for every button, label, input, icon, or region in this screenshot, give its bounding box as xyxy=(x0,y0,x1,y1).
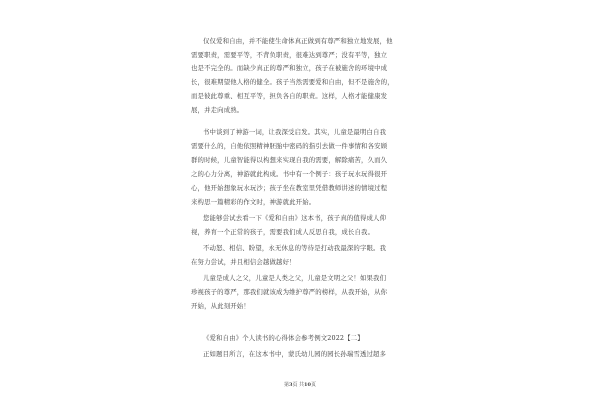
footer-mid: 页 共 xyxy=(292,382,305,388)
page-footer xyxy=(0,381,600,388)
section-heading: 《爱和自由》个人读书的心得体会参考例文2022【二】 xyxy=(203,334,364,342)
paragraph-line: 也是不完全的。而缺少真正的尊严和独立，孩子在被施舍的环境中成 xyxy=(191,64,388,72)
paragraph-line: 需要什么的，自他依照精神胚胎中密码的指引去做一件事情和各安顾 xyxy=(191,142,388,150)
paragraph-line: 您能够尝试去看一下《爱和自由》这本书，孩子真的值得成人仰 xyxy=(203,214,387,222)
paragraph-line: 不动怒、相信、盼望，永无休息的等待是打动我最深的字眼。我 xyxy=(203,244,387,252)
footer-suffix: 页 xyxy=(311,382,317,388)
paragraph-line: 之的心力分离，神游就此构成。书中有一个例子：孩子玩水玩得很开 xyxy=(191,170,388,178)
paragraph-line: 展，并走向成熟。 xyxy=(191,106,244,114)
paragraph-line: 儿童是成人之父，儿童是人类之父，儿童是文明之父！如果我们 xyxy=(203,274,387,282)
paragraph-line: 视，养育一个正常的孩子，需要我们成人反思自我，成长自我。 xyxy=(191,228,375,236)
paragraph-line: 需要职责，需要平等，不背负职责，很难达到尊严；没有平等，独立 xyxy=(191,51,388,59)
paragraph-line: 而是彼此尊重、相互平等，担负各自的职责。这样，人格才能健康发 xyxy=(191,92,388,100)
paragraph-line: 在努力尝试，并且相信会越做越好！ xyxy=(191,258,296,266)
paragraph-line: 心，他开始想象玩水玩沙；孩子坐在教室里凭借教师讲述的情境过程 xyxy=(191,184,388,192)
current-page-number: 3 xyxy=(288,382,293,388)
paragraph-line: 珍视孩子的尊严，那我们就该成为维护尊严的榜样，从我开始，从你 xyxy=(191,288,388,296)
paragraph-line: 来构思一篇精彩的作文时，神游就此开始。 xyxy=(191,198,316,206)
paragraph-line: 仅仅爱和自由，并不能使生命体真正做到有尊严和独立地发展，他 xyxy=(203,37,393,45)
paragraph-line: 开始，从此刻开始！ xyxy=(191,302,250,310)
paragraph-line: 正如题目所言，在这本书中，蒙氏幼儿园的园长孙瑞雪透过超多 xyxy=(203,350,387,358)
paragraph-line: 群的时候，儿童智能得以构想来实现自我的需要，解除痛苦，久而久 xyxy=(191,156,388,164)
total-pages-number: 10 xyxy=(304,382,312,388)
footer-prefix: 第 xyxy=(283,382,289,388)
paragraph-line: 长，很难期望他人格的健全。孩子当然需要爱和自由，但不是施舍的， xyxy=(191,78,394,86)
paragraph-line: 书中谈到了神游一词，让我深受启发。其实，儿童是最明白自我 xyxy=(203,128,387,136)
